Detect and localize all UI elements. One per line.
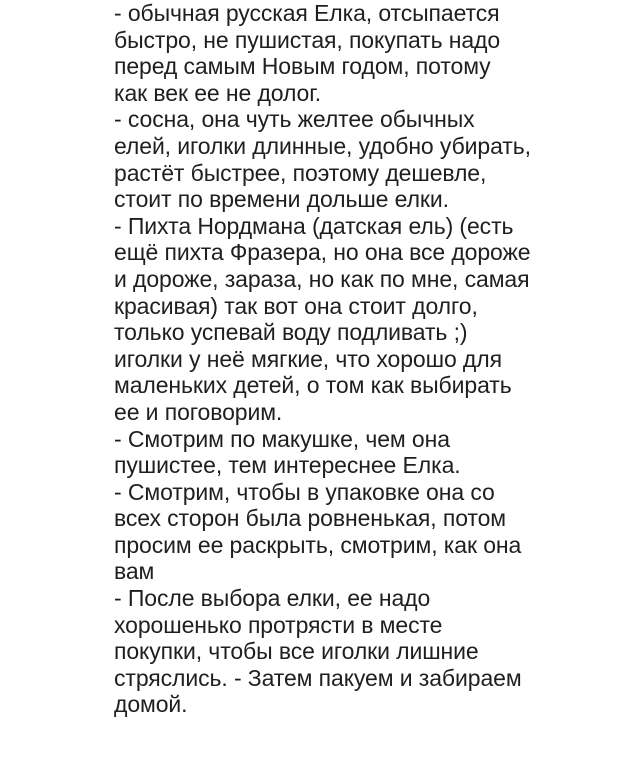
text-line: быстро, не пушистая, покупать надо: [114, 26, 501, 53]
text-line: - Смотрим по макушке, чем она: [114, 425, 450, 452]
text-line: - Пихта Нордмана (датская ель) (есть: [114, 212, 514, 239]
text-line: елей, иголки длинные, удобно убирать,: [114, 132, 531, 159]
text-line: иголки у неё мягкие, что хорошо для: [114, 345, 502, 372]
text-line: - обычная русская Елка, отсыпается: [114, 0, 500, 26]
message-text: [114, 0, 614, 718]
text-line: растёт быстрее, поэтому дешевле,: [114, 159, 487, 186]
text-line: как век ее не долог.: [114, 79, 322, 106]
text-line: просим ее раскрыть, смотрим, как она: [114, 531, 522, 558]
text-line: стряслись. - Затем пакуем и забираем: [114, 664, 522, 691]
text-line: - Смотрим, чтобы в упаковке она со: [114, 478, 495, 505]
text-line: - После выбора елки, ее надо: [114, 585, 431, 612]
text-line: только успевай воду подливать ;): [114, 319, 468, 346]
text-line: хорошенько протрясти в месте: [114, 611, 443, 638]
text-line: красивая) так вот она стоит долго,: [114, 292, 478, 319]
text-line: покупки, чтобы все иголки лишние: [114, 638, 479, 665]
text-line: ее и поговорим.: [114, 398, 283, 425]
text-line: маленьких детей, о том как выбирать: [114, 372, 512, 399]
text-line: вам: [114, 558, 155, 585]
text-line: перед самым Новым годом, потому: [114, 53, 491, 80]
text-line: и дороже, зараза, но как по мне, самая: [114, 265, 530, 292]
text-line: всех сторон была ровненькая, потом: [114, 505, 506, 532]
text-line: ещё пихта Фразера, но она все дороже: [114, 239, 531, 266]
text-line: пушистее, тем интереснее Елка.: [114, 452, 461, 479]
text-line: - сосна, она чуть желтее обычных: [114, 106, 475, 133]
text-line: стоит по времени дольше елки.: [114, 186, 449, 213]
text-line: домой.: [114, 691, 188, 718]
